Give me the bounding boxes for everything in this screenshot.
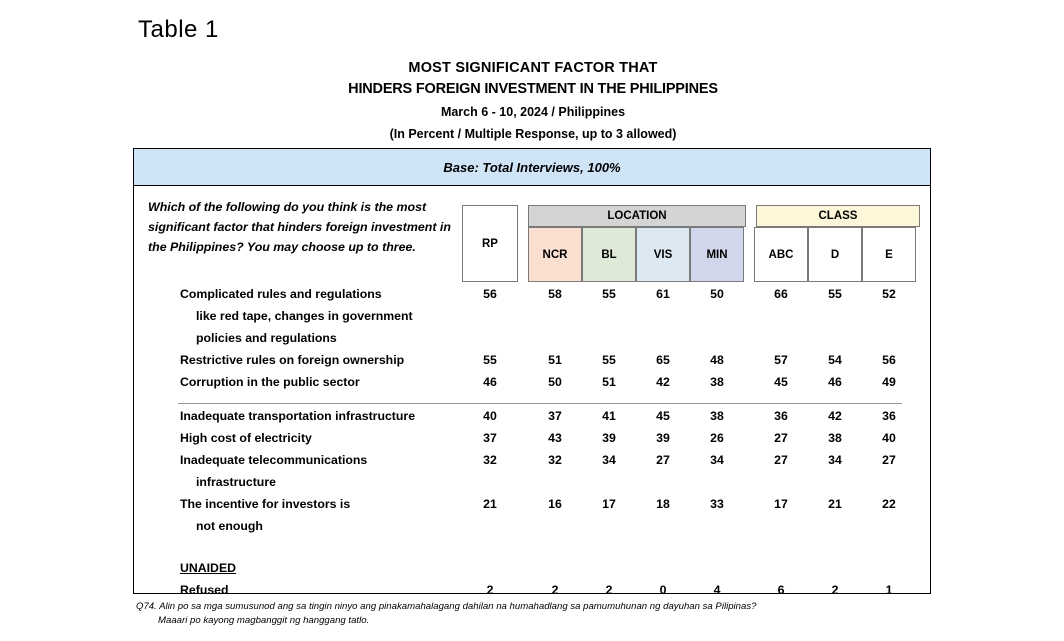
- column-header-row: [462, 227, 920, 282]
- cell-bl: 34: [602, 453, 616, 467]
- table-row-continuation: [134, 519, 930, 541]
- cell-bl: 17: [602, 497, 616, 511]
- table-body: [134, 287, 930, 605]
- cell-abc: 66: [774, 287, 788, 301]
- column-header-e: E: [862, 227, 916, 282]
- cell-abc: 27: [774, 453, 788, 467]
- cell-rp: 46: [483, 375, 497, 389]
- footnote-line-2: Maaari po kayong magbanggit ng hanggang tatlo.: [158, 615, 370, 627]
- cell-bl: 55: [602, 353, 616, 367]
- column-header-d: D: [808, 227, 862, 282]
- cell-d: 21: [828, 497, 842, 511]
- column-header-rp: RP: [462, 205, 518, 282]
- footnote: [136, 600, 936, 629]
- table-row: [134, 353, 930, 375]
- table-row: [134, 409, 930, 431]
- title-date-line: March 6 - 10, 2024 / Philippines: [440, 105, 626, 120]
- cell-d: 46: [828, 375, 842, 389]
- title-block: [133, 58, 933, 144]
- cell-rp: 32: [483, 453, 497, 467]
- cell-d: 54: [828, 353, 842, 367]
- cell-rp: 2: [486, 583, 494, 597]
- table-row: [134, 453, 930, 475]
- column-header-vis: VIS: [636, 227, 690, 282]
- cell-e: 1: [885, 583, 893, 597]
- cell-abc: 6: [777, 583, 785, 597]
- title-note-line: (In Percent / Multiple Response, up to 3 allowed): [389, 126, 677, 141]
- cell-min: 38: [710, 409, 724, 423]
- question-text: Which of the following do you think is the most significant factor that hinders foreign investment in the Philippines? You may choose up to three.: [148, 200, 451, 255]
- cell-d: 38: [828, 431, 842, 445]
- section-divider: [134, 397, 930, 409]
- cell-e: 36: [882, 409, 896, 423]
- footnote-line-1: Q74. Alin po sa mga sumusunod ang sa tingin ninyo ang pinakamahalagang dahilan na humahadlang sa pamumuhunan ng dayuhan sa Pilipinas?: [136, 601, 757, 612]
- cell-ncr: 51: [548, 353, 562, 367]
- row-spacer: [134, 541, 930, 561]
- cell-e: 49: [882, 375, 896, 389]
- cell-ncr: 37: [548, 409, 562, 423]
- cell-ncr: 50: [548, 375, 562, 389]
- cell-bl: 51: [602, 375, 616, 389]
- cell-abc: 45: [774, 375, 788, 389]
- cell-d: 55: [828, 287, 842, 301]
- row-label-continuation: like red tape, changes in government: [196, 309, 413, 323]
- cell-min: 34: [710, 453, 724, 467]
- base-bar: Base: Total Interviews, 100%: [134, 149, 930, 186]
- row-label: Restrictive rules on foreign ownership: [180, 353, 405, 367]
- cell-abc: 27: [774, 431, 788, 445]
- cell-ncr: 32: [548, 453, 562, 467]
- cell-e: 52: [882, 287, 896, 301]
- table-row: [134, 287, 930, 309]
- table-header: [462, 205, 920, 282]
- cell-vis: 45: [656, 409, 670, 423]
- table-row-continuation: [134, 331, 930, 353]
- column-header-min: MIN: [690, 227, 744, 282]
- cell-d: 42: [828, 409, 842, 423]
- unaided-section-header: [134, 561, 930, 583]
- cell-abc: 36: [774, 409, 788, 423]
- row-label: High cost of electricity: [180, 431, 312, 445]
- cell-vis: 18: [656, 497, 670, 511]
- cell-bl: 41: [602, 409, 616, 423]
- row-label: The incentive for investors is: [180, 497, 351, 511]
- table-row: [134, 497, 930, 519]
- data-table: [133, 148, 931, 597]
- group-header-row: [462, 205, 920, 227]
- cell-bl: 55: [602, 287, 616, 301]
- cell-rp: 56: [483, 287, 497, 301]
- row-label-continuation: not enough: [196, 519, 263, 533]
- title-line-1: MOST SIGNIFICANT FACTOR THAT: [408, 60, 658, 76]
- group-header-location: LOCATION: [528, 205, 746, 227]
- cell-e: 27: [882, 453, 896, 467]
- page-title: Table 1: [138, 16, 219, 43]
- cell-e: 40: [882, 431, 896, 445]
- cell-rp: 37: [483, 431, 497, 445]
- cell-rp: 21: [483, 497, 497, 511]
- cell-rp: 55: [483, 353, 497, 367]
- cell-vis: 0: [659, 583, 667, 597]
- cell-ncr: 16: [548, 497, 562, 511]
- cell-bl: 39: [602, 431, 616, 445]
- cell-e: 56: [882, 353, 896, 367]
- column-header-bl: BL: [582, 227, 636, 282]
- cell-ncr: 2: [551, 583, 559, 597]
- row-label: Complicated rules and regulations: [180, 287, 382, 301]
- cell-min: 26: [710, 431, 724, 445]
- unaided-label: UNAIDED: [180, 561, 237, 575]
- column-header-ncr: NCR: [528, 227, 582, 282]
- cell-rp: 40: [483, 409, 497, 423]
- cell-abc: 57: [774, 353, 788, 367]
- row-label-continuation: policies and regulations: [196, 331, 337, 345]
- cell-bl: 2: [605, 583, 613, 597]
- column-header-abc: ABC: [754, 227, 808, 282]
- table-row-continuation: [134, 309, 930, 331]
- cell-vis: 61: [656, 287, 670, 301]
- title-line-2: HINDERS FOREIGN INVESTMENT IN THE PHILIPPINES: [348, 81, 718, 98]
- cell-abc: 17: [774, 497, 788, 511]
- table-row: [134, 375, 930, 397]
- row-label-continuation: infrastructure: [196, 475, 276, 489]
- cell-min: 33: [710, 497, 724, 511]
- group-header-class: CLASS: [756, 205, 920, 227]
- cell-ncr: 58: [548, 287, 562, 301]
- cell-min: 4: [713, 583, 721, 597]
- cell-vis: 39: [656, 431, 670, 445]
- cell-d: 2: [831, 583, 839, 597]
- row-label: Inadequate telecommunications: [180, 453, 368, 467]
- header-spacer-2: [744, 227, 754, 282]
- cell-ncr: 43: [548, 431, 562, 445]
- cell-min: 50: [710, 287, 724, 301]
- cell-e: 22: [882, 497, 896, 511]
- cell-min: 48: [710, 353, 724, 367]
- row-label: Inadequate transportation infrastructure: [180, 409, 416, 423]
- cell-vis: 27: [656, 453, 670, 467]
- row-label: Refused: [180, 583, 229, 597]
- row-label: Corruption in the public sector: [180, 375, 360, 389]
- cell-d: 34: [828, 453, 842, 467]
- header-spacer-1: [518, 227, 528, 282]
- cell-min: 38: [710, 375, 724, 389]
- table-row: [134, 431, 930, 453]
- cell-vis: 65: [656, 353, 670, 367]
- table-row-continuation: [134, 475, 930, 497]
- cell-vis: 42: [656, 375, 670, 389]
